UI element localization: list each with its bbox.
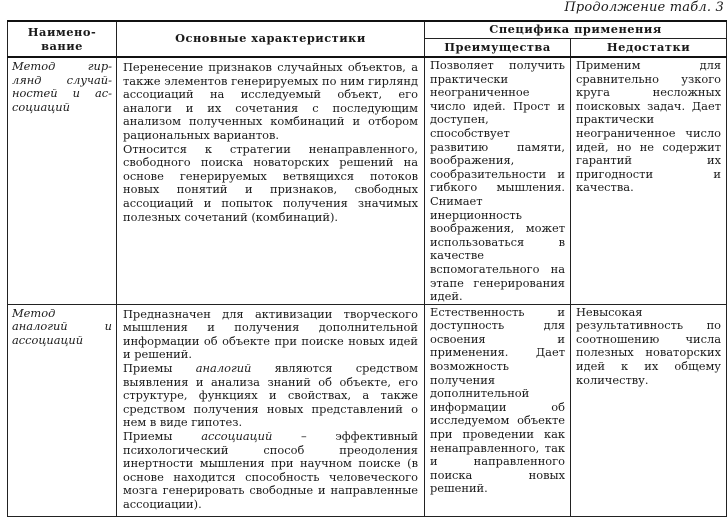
emphasis: ассоциаций [201,429,273,444]
table-row [8,57,727,304]
table-row [8,304,727,516]
paragraph: Относится к стратегии ненаправленного, свободного поиска новаторских решений на основе генерируемых ветвящихся потоков новых понятий и признаков, свободных ассоциаций и попыток получения значимых полезных сочетаний (комбинаций). [123,141,418,224]
method-name: Метод гир-лянд случай-ностей и ас-социаций [8,57,117,304]
method-name: Метод аналогий и ассоциаций [8,304,117,516]
paragraph: Приемы ассоциаций – эффективный психологический способ преодоления инертности мышления при научном поиске (в основе находится способность человеческого мозга генерировать свободные и направленные ассоциации). [123,429,418,511]
paragraph: Перенесение признаков случайных объектов, а также элементов генерируемых по ним гирлянд ассоциаций на исследуемый объект, его аналоги и их сочетания с последующим анализом полученных комбинаций и отбором рациональных вариантов. [123,60,418,142]
paragraph: Приемы аналогий являются средством выявления и анализа знаний об объекте, его структуре, функциях и свойствах, а также средством получения новых представлений о нем в виде гипотез. [123,361,418,430]
advantages-cell: Позволяет получить практически неограниченное число идей. Прост и доступен, способствует развитию памяти, воображения, сообразительности и гибкого мышления. Снимает инерционность воображения, может использоваться в качестве вспомогательного на этапе генерирования идей. [425,57,571,304]
main-characteristics [117,57,425,304]
characteristics-table [7,20,727,517]
emphasis: аналогий [195,361,252,376]
disadvantages-cell: Применим для сравнительно узкого круга несложных поисковых задач. Дает практически неограниченное число идей, но не содержит гарантий их пригодности и качества. [571,57,727,304]
header-advantages: Преимущества [425,39,571,58]
main-characteristics [117,304,425,516]
advantages-cell: Естественность и доступность для освоения и применения. Дает возможность получения дополнительной информации об исследуемом объекте при проведении как ненаправленного, так и направленного поиска новых решений. [425,304,571,516]
header-name: Наимено- вание [8,21,117,57]
paragraph: Предназначен для активизации творческого мышления и получения дополнительной информации об объекте при поиске новых идей и решений. [123,306,418,362]
header-specifics: Специфика применения [425,21,727,39]
header-disadvantages: Недостатки [571,39,727,58]
disadvantages-cell: Невысокая результативность по соотношению числа полезных новаторских идей к их общему количеству. [571,304,727,516]
table-caption: Продолжение табл. 3 [564,0,724,15]
header-characteristics: Основные характеристики [117,21,425,57]
